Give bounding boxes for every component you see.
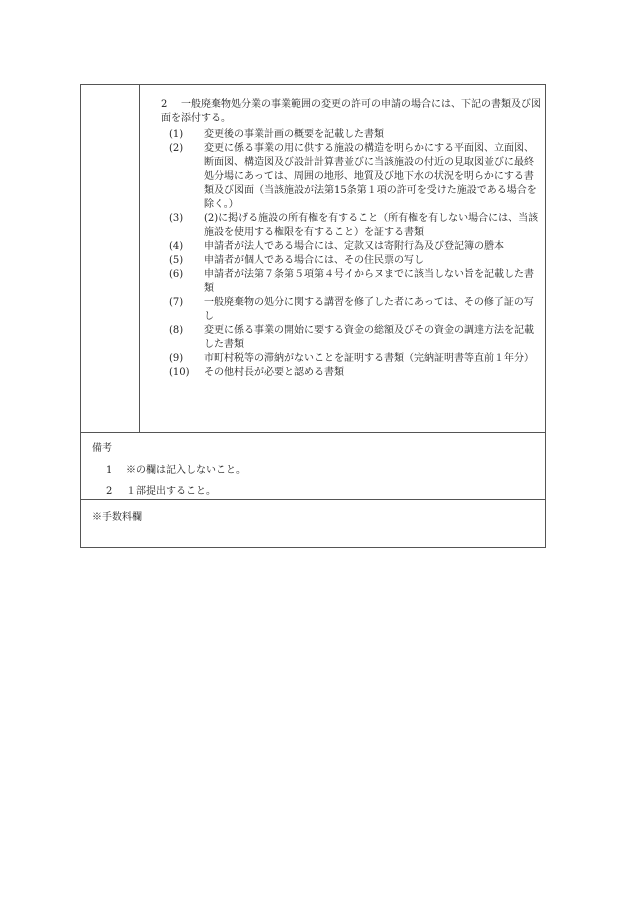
item-text: 変更に係る事業の開始に要する資金の総額及びその資金の調達方法を記載した書類 (204, 325, 534, 350)
item-number: (4) (169, 241, 184, 252)
item-number: (10) (169, 367, 190, 378)
remarks-title: 備考 (92, 443, 112, 454)
item-number: (6) (169, 269, 184, 280)
application-form-table (80, 84, 546, 548)
paragraph-number: 2 (161, 99, 168, 110)
item-number: (7) (169, 297, 184, 308)
item-text: その他村長が必要と認める書類 (204, 367, 344, 378)
list-item (169, 268, 541, 296)
list-item (169, 352, 541, 366)
left-label-column (81, 85, 140, 432)
fee-title: ※手数料欄 (92, 512, 142, 523)
remarks-section (81, 433, 545, 500)
list-item (169, 254, 541, 268)
item-number: (5) (169, 255, 184, 266)
item-text: 変更に係る事業の用に供する施設の構造を明らかにする平面図、立面図、断面図、構造図及び設計計算書並びに当該施設の付近の見取図並びに最終処分場にあっては、周囲の地形、地質及び地下水の状況を明らかにする書類及び図面（当該施設が法第15条第１項の許可を受けた施設である場合を除く。） (204, 143, 537, 210)
item-text: 申請者が法第７条第５項第４号イからヌまでに該当しない旨を記載した書類 (204, 269, 534, 294)
remark-number: 1 (106, 465, 113, 476)
list-item (169, 366, 541, 380)
item-number: (3) (169, 213, 184, 224)
paragraph-text: 一般廃棄物処分業の事業範囲の変更の許可の申請の場合には、下記の書類及び図面を添付する。 (161, 99, 541, 124)
attachment-list (169, 128, 541, 380)
list-item (169, 296, 541, 324)
remark-line-2 (106, 482, 216, 497)
item-number: (8) (169, 325, 184, 336)
item-text: 変更後の事業計画の概要を記載した書類 (204, 129, 384, 140)
list-item (169, 128, 541, 142)
item-text: 申請者が個人である場合には、その住民票の写し (204, 255, 424, 266)
attachments-section (81, 85, 545, 433)
item-number: (9) (169, 353, 184, 364)
list-item (169, 142, 541, 212)
item-text: 申請者が法人である場合には、定款又は寄附行為及び登記簿の謄本 (204, 241, 504, 252)
item-text: 市町村税等の滞納がないことを証明する書類（完納証明書等直前１年分） (204, 353, 534, 364)
fee-section (81, 500, 545, 547)
remark-text: １部提出すること。 (126, 486, 216, 497)
item-number: (1) (169, 129, 184, 140)
item-number: (2) (169, 143, 184, 154)
list-item (169, 212, 541, 240)
remark-text: ※の欄は記入しないこと。 (126, 465, 246, 476)
item-text: (2)に掲げる施設の所有権を有すること（所有権を有しない場合には、当該施設を使用する権限を有すること）を証する書類 (204, 213, 539, 238)
list-item (169, 324, 541, 352)
attachments-content (141, 85, 545, 432)
remark-line-1 (106, 461, 246, 476)
list-item (169, 240, 541, 254)
item-text: 一般廃棄物の処分に関する講習を修了した者にあっては、その修了証の写し (204, 297, 534, 322)
remark-number: 2 (106, 486, 113, 497)
